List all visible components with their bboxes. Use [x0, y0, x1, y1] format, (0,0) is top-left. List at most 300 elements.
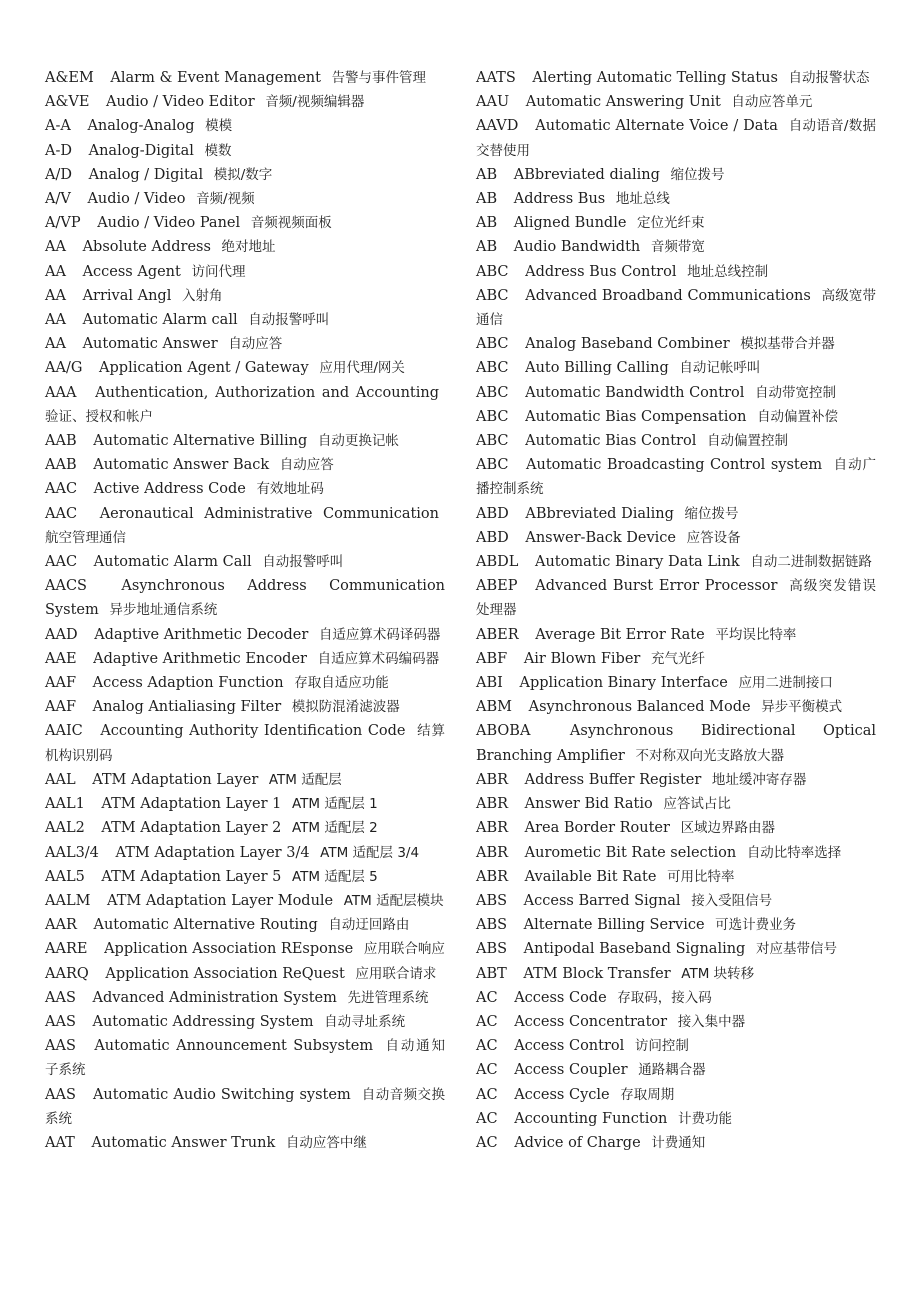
entry-term: Alternate Billing Service [523, 917, 705, 934]
entry-abbreviation: ABOBA [476, 723, 531, 740]
entry-abbreviation: AAL2 [45, 820, 85, 837]
entry-chinese-translation: 缩位拨号 [684, 505, 739, 522]
entry-term: ATM Block Transfer [523, 965, 671, 982]
glossary-entry [45, 163, 445, 187]
glossary-entry [476, 671, 876, 695]
glossary-entry [45, 235, 445, 259]
glossary-entry [45, 647, 445, 671]
entry-term: Answer Bid Ratio [524, 796, 653, 813]
entry-chinese-translation: 自动报警状态 [788, 70, 870, 86]
entry-term: ATM Adaptation Layer [92, 771, 259, 788]
entry-chinese-translation: 应答设备 [686, 529, 741, 546]
entry-abbreviation: ABS [476, 892, 508, 909]
entry-abbreviation: AAB [45, 457, 77, 474]
entry-term: Automatic Alarm call [82, 312, 238, 329]
glossary-entry [476, 1034, 876, 1058]
glossary-entry [45, 913, 445, 937]
entry-abbreviation: AAU [476, 94, 510, 111]
entry-term: ATM Adaptation Layer Module [107, 892, 334, 909]
glossary-entry [45, 962, 445, 986]
glossary-entry [45, 477, 445, 501]
entry-chinese-translation: 存取自适应功能 [294, 675, 389, 692]
entry-chinese-translation: 自动应答中继 [285, 1134, 367, 1151]
entry-abbreviation: ABC [476, 457, 509, 474]
entry-abbreviation: A&VE [45, 94, 90, 111]
entry-chinese-translation: 接入集中器 [677, 1013, 746, 1030]
entry-chinese-translation: 自动语音/数据交替使用 [476, 118, 877, 159]
glossary-entry [45, 90, 445, 114]
entry-chinese-translation: 平均误比特率 [715, 626, 797, 643]
glossary-entry [476, 623, 876, 647]
entry-term: Authentication, Authorization and Accounting [95, 384, 439, 401]
entry-chinese-translation: 计费通知 [651, 1134, 706, 1151]
glossary-entry [476, 695, 876, 719]
entry-chinese-translation: 存取码，接入码 [617, 989, 712, 1006]
entry-term: Advanced Burst Error Processor [535, 578, 778, 595]
entry-abbreviation: ABS [476, 941, 508, 958]
entry-abbreviation: AARQ [45, 965, 89, 982]
entry-term: Automatic Answer [82, 336, 218, 353]
entry-abbreviation: AAD [45, 626, 78, 643]
glossary-entry [476, 792, 876, 816]
entry-term: Automatic Audio Switching system [92, 1086, 351, 1103]
entry-term: Accounting Function [514, 1110, 668, 1127]
entry-abbreviation: A/VP [45, 215, 81, 232]
glossary-entry [45, 381, 445, 429]
entry-term: Advanced Broadband Communications [525, 287, 811, 304]
entry-term: Address Buffer Register [524, 771, 702, 788]
entry-term: ATM Adaptation Layer 5 [101, 868, 282, 885]
entry-abbreviation: ABR [476, 820, 509, 837]
glossary-entry [45, 889, 445, 913]
glossary-entry [45, 792, 445, 816]
glossary-entry [45, 574, 445, 622]
entry-term: Antipodal Baseband Signaling [523, 941, 746, 958]
entry-term: Analog-Digital [88, 142, 194, 159]
entry-chinese-translation: 应用联合请求 [355, 965, 437, 982]
entry-chinese-translation: 应用联合响应 [363, 941, 445, 958]
entry-abbreviation: A-A [45, 118, 71, 135]
entry-term: Automatic Alarm Call [93, 554, 252, 571]
glossary-entry [45, 332, 445, 356]
glossary-entry [45, 865, 445, 889]
entry-term: Audio / Video Panel [97, 215, 241, 232]
glossary-entry [45, 453, 445, 477]
glossary-entry [476, 1083, 876, 1107]
glossary-entry [476, 1010, 876, 1034]
entry-abbreviation: ABM [476, 699, 512, 716]
entry-chinese-translation: 自动音频交换系统 [45, 1086, 446, 1127]
entry-abbreviation: AA [45, 239, 66, 256]
entry-term: Analog-Analog [87, 118, 195, 135]
glossary-entry [45, 841, 445, 865]
entry-chinese-translation: 模拟/数字 [213, 166, 273, 183]
entry-chinese-translation: 自动记帐呼叫 [679, 360, 761, 377]
entry-abbreviation: ABC [476, 433, 509, 450]
entry-chinese-translation: 模数 [204, 142, 232, 159]
entry-term: Advice of Charge [514, 1134, 641, 1151]
entry-chinese-translation: 不对称双向光支路放大器 [635, 747, 784, 764]
entry-chinese-translation: 自动广播控制系统 [476, 457, 877, 498]
glossary-entry [476, 865, 876, 889]
glossary-entry [45, 719, 445, 767]
entry-term: Automatic Binary Data Link [535, 554, 740, 571]
glossary-entry [476, 647, 876, 671]
entry-abbreviation: ABD [476, 529, 509, 546]
entry-chinese-translation: ATM 适配层 3/4 [320, 844, 420, 861]
entry-abbreviation: ABC [476, 408, 509, 425]
entry-chinese-translation: 异步平衡模式 [761, 699, 843, 716]
entry-chinese-translation: 告警与事件管理 [331, 70, 427, 86]
glossary-entry [476, 768, 876, 792]
entry-abbreviation: ABDL [476, 554, 519, 571]
entry-chinese-translation: 有效地址码 [256, 481, 324, 498]
entry-abbreviation: AB [476, 239, 498, 256]
entry-abbreviation: ABC [476, 263, 509, 280]
glossary-entry [476, 502, 876, 526]
glossary-entry [45, 1131, 445, 1155]
entry-abbreviation: ABC [476, 336, 509, 353]
entry-abbreviation: AAS [45, 1086, 76, 1103]
entry-term: Application Agent / Gateway [99, 360, 309, 377]
entry-term: ABbreviated dialing [513, 166, 660, 183]
entry-abbreviation: AATS [476, 70, 516, 86]
entry-abbreviation: AAA [45, 384, 77, 401]
glossary-entry [45, 671, 445, 695]
entry-abbreviation: AAC [45, 505, 78, 522]
entry-term: Absolute Address [82, 239, 211, 256]
entry-chinese-translation: 高级宽带通信 [476, 287, 876, 329]
glossary-entry [476, 1131, 876, 1155]
entry-term: ATM Adaptation Layer 3/4 [115, 844, 310, 861]
entry-abbreviation: AA [45, 287, 66, 304]
glossary-entry [476, 260, 876, 284]
entry-abbreviation: AC [476, 1038, 498, 1055]
entry-abbreviation: AAS [45, 989, 76, 1006]
entry-term: Alerting Automatic Telling Status [532, 70, 778, 86]
entry-abbreviation: AA [45, 263, 66, 280]
entry-term: Automatic Alternate Voice / Data [535, 118, 778, 135]
entry-chinese-translation: 自动更换记帐 [317, 433, 399, 450]
entry-chinese-translation: 自动应答 [279, 457, 334, 474]
entry-abbreviation: AA [45, 336, 66, 353]
entry-chinese-translation: 地址缓冲寄存器 [711, 771, 807, 788]
entry-term: Audio / Video Editor [106, 94, 255, 111]
entry-abbreviation: ABC [476, 360, 509, 377]
entry-chinese-translation: 计费功能 [678, 1110, 733, 1127]
entry-chinese-translation: 应答试占比 [663, 796, 731, 813]
entry-term: Automatic Addressing System [92, 1013, 314, 1030]
entry-abbreviation: ABR [476, 796, 509, 813]
entry-chinese-translation: 模拟基带合并器 [740, 336, 835, 353]
entry-chinese-translation: 区域边界路由器 [680, 820, 776, 837]
entry-abbreviation: AAL1 [45, 796, 85, 813]
entry-chinese-translation: 自动报警呼叫 [248, 312, 330, 329]
entry-abbreviation: AAB [45, 433, 77, 450]
entry-chinese-translation: 自动报警呼叫 [262, 554, 344, 571]
entry-term: Automatic Bandwidth Control [525, 384, 745, 401]
entry-abbreviation: A&EM [45, 70, 94, 86]
glossary-entry [476, 1107, 876, 1131]
entry-chinese-translation: 对应基带信号 [755, 941, 837, 958]
glossary-entry [45, 308, 445, 332]
entry-abbreviation: ABR [476, 844, 509, 861]
entry-chinese-translation: 访问代理 [191, 263, 246, 280]
entry-term: Adaptive Arithmetic Encoder [93, 650, 307, 667]
entry-chinese-translation: 先进管理系统 [347, 989, 429, 1006]
entry-term: Analog / Digital [88, 166, 204, 183]
entry-term: Active Address Code [93, 481, 246, 498]
entry-abbreviation: AAIC [45, 723, 83, 740]
entry-term: Application Association ReQuest [105, 965, 345, 982]
glossary-entry [45, 1010, 445, 1034]
glossary-entry [476, 284, 876, 332]
entry-term: Address Bus [513, 191, 606, 208]
entry-term: Access Control [514, 1038, 625, 1055]
entry-term: Access Cycle [514, 1086, 610, 1103]
entry-abbreviation: ABR [476, 771, 509, 788]
entry-chinese-translation: 缩位拨号 [670, 166, 725, 183]
glossary-entry [476, 405, 876, 429]
entry-chinese-translation: ATM 适配层模块 [343, 892, 444, 909]
glossary-entry [476, 429, 876, 453]
entry-chinese-translation: 自动二进制数据链路 [750, 554, 872, 571]
entry-chinese-translation: 自动偏置控制 [706, 433, 788, 450]
entry-abbreviation: AAT [45, 1134, 75, 1151]
glossary-entry [476, 526, 876, 550]
glossary-entry [45, 66, 445, 90]
entry-chinese-translation: 音频/视频 [196, 191, 255, 208]
entry-abbreviation: AALM [45, 892, 91, 909]
glossary-column-left [45, 66, 445, 1155]
glossary-entry [476, 719, 876, 767]
entry-chinese-translation: 应用二进制接口 [738, 675, 833, 692]
glossary-entry [476, 986, 876, 1010]
entry-chinese-translation: 音频视频面板 [250, 215, 332, 232]
entry-term: Application Association REsponse [104, 941, 354, 958]
entry-chinese-translation: 自适应算术码译码器 [318, 626, 441, 643]
glossary-entry [476, 163, 876, 187]
entry-term: Aeronautical Administrative Communication [99, 505, 439, 522]
entry-abbreviation: A/V [45, 191, 71, 208]
entry-chinese-translation: 应用代理/网关 [319, 360, 405, 377]
entry-term: Automatic Answer Back [93, 457, 270, 474]
entry-abbreviation: AAS [45, 1038, 76, 1055]
glossary-entry [45, 695, 445, 719]
entry-abbreviation: ABS [476, 917, 508, 934]
entry-term: Address Bus Control [525, 263, 677, 280]
glossary-entry [45, 429, 445, 453]
entry-abbreviation: ABI [476, 675, 503, 692]
entry-term: Asynchronous Balanced Mode [528, 699, 751, 716]
entry-chinese-translation: 访问控制 [634, 1038, 689, 1055]
entry-term: Audio Bandwidth [513, 239, 641, 256]
entry-abbreviation: ABER [476, 626, 519, 643]
entry-chinese-translation: 地址总线控制 [687, 263, 769, 280]
entry-term: Accounting Authority Identification Code [100, 723, 406, 740]
glossary-entry [476, 841, 876, 865]
entry-abbreviation: AARE [45, 941, 88, 958]
entry-abbreviation: AC [476, 1013, 498, 1030]
entry-term: Aurometic Bit Rate selection [524, 844, 737, 861]
entry-chinese-translation: 可选计费业务 [715, 917, 797, 934]
entry-chinese-translation: 入射角 [181, 287, 223, 304]
entry-chinese-translation: 验证、授权和帐户 [45, 408, 153, 425]
entry-chinese-translation: 音频带宽 [650, 239, 705, 256]
entry-term: Auto Billing Calling [525, 360, 669, 377]
entry-term: Automatic Alternative Billing [93, 433, 308, 450]
glossary-entry [476, 114, 876, 162]
entry-abbreviation: AAF [45, 699, 77, 716]
glossary-entry [476, 913, 876, 937]
entry-chinese-translation: 航空管理通信 [45, 529, 126, 546]
entry-term: Asynchronous Address Communication System [45, 578, 446, 619]
entry-term: Automatic Bias Control [525, 433, 697, 450]
glossary-entry [45, 211, 445, 235]
entry-chinese-translation: 自动通知子系统 [45, 1038, 446, 1079]
glossary-entry [45, 260, 445, 284]
entry-chinese-translation: ATM 适配层 1 [291, 796, 378, 813]
glossary-entry [45, 937, 445, 961]
entry-abbreviation: AAL5 [45, 868, 85, 885]
entry-term: Access Code [514, 989, 607, 1006]
entry-chinese-translation: 绝对地址 [221, 239, 276, 256]
entry-term: Asynchronous Bidirectional Optical Branching Amplifier [476, 723, 877, 764]
glossary-entry [45, 187, 445, 211]
entry-term: Arrival Angl [82, 287, 172, 304]
entry-chinese-translation: 自动应答单元 [731, 94, 813, 111]
entry-abbreviation: AAR [45, 917, 77, 934]
entry-abbreviation: ABC [476, 287, 509, 304]
entry-abbreviation: AC [476, 1110, 498, 1127]
entry-term: Automatic Answer Trunk [91, 1134, 276, 1151]
entry-term: Automatic Bias Compensation [525, 408, 747, 425]
entry-abbreviation: AAVD [476, 118, 519, 135]
entry-term: Advanced Administration System [92, 989, 337, 1006]
entry-abbreviation: AC [476, 1134, 498, 1151]
glossary-entry [476, 550, 876, 574]
entry-chinese-translation: 音频/视频编辑器 [265, 94, 365, 111]
entry-term: Average Bit Error Rate [535, 626, 705, 643]
entry-term: Automatic Alternative Routing [93, 917, 318, 934]
entry-abbreviation: AA/G [45, 360, 83, 377]
glossary-entry [476, 211, 876, 235]
entry-chinese-translation: 通路耦合器 [638, 1062, 706, 1079]
entry-abbreviation: AAL3/4 [45, 844, 99, 861]
entry-abbreviation: AB [476, 166, 498, 183]
entry-term: Audio / Video [87, 191, 186, 208]
entry-abbreviation: ABC [476, 384, 509, 401]
entry-chinese-translation: 定位光纤束 [637, 215, 705, 232]
entry-abbreviation: AB [476, 191, 498, 208]
entry-abbreviation: AAC [45, 554, 78, 571]
entry-chinese-translation: 充气光纤 [650, 650, 705, 667]
glossary-entry [45, 986, 445, 1010]
entry-term: Air Blown Fiber [523, 650, 641, 667]
entry-abbreviation: ABF [476, 650, 508, 667]
glossary-entry [476, 90, 876, 114]
entry-chinese-translation: 自动比特率选择 [746, 844, 842, 861]
entry-term: Aligned Bundle [513, 215, 627, 232]
glossary-entry [476, 1058, 876, 1082]
entry-abbreviation: AACS [45, 578, 87, 595]
glossary-entry [476, 816, 876, 840]
glossary-entry [476, 381, 876, 405]
entry-chinese-translation: 模拟防混淆滤波器 [291, 699, 400, 716]
entry-abbreviation: AAF [45, 675, 77, 692]
glossary-entry [476, 187, 876, 211]
glossary-entry [476, 235, 876, 259]
entry-chinese-translation: ATM 块转移 [681, 965, 755, 982]
entry-chinese-translation: 异步地址通信系统 [109, 602, 218, 619]
entry-term: Access Concentrator [514, 1013, 668, 1030]
entry-chinese-translation: 可用比特率 [667, 868, 735, 885]
glossary-entry [45, 623, 445, 647]
glossary-entry [45, 502, 445, 550]
entry-chinese-translation: 自动寻址系统 [324, 1013, 406, 1030]
entry-abbreviation: A-D [45, 142, 72, 159]
glossary-entry [45, 768, 445, 792]
entry-chinese-translation: 模模 [205, 118, 233, 135]
glossary-entry [476, 453, 876, 501]
glossary-entry [45, 1083, 445, 1131]
entry-term: Alarm & Event Management [110, 70, 321, 86]
entry-term: ABbreviated Dialing [525, 505, 674, 522]
entry-term: Analog Baseband Combiner [525, 336, 730, 353]
entry-term: Automatic Announcement Subsystem [94, 1038, 374, 1055]
entry-term: Access Agent [82, 263, 181, 280]
entry-abbreviation: AAE [45, 650, 77, 667]
entry-term: Adaptive Arithmetic Decoder [94, 626, 309, 643]
entry-chinese-translation: 地址总线 [615, 191, 670, 208]
entry-chinese-translation: 高级突发错误处理器 [476, 578, 877, 619]
entry-term: ATM Adaptation Layer 1 [101, 796, 282, 813]
entry-chinese-translation: ATM 适配层 5 [291, 868, 378, 885]
entry-chinese-translation: 自动迂回路由 [328, 917, 410, 934]
entry-term: Access Adaption Function [92, 675, 284, 692]
entry-term: Automatic Broadcasting Control system [526, 457, 823, 474]
entry-abbreviation: ABEP [476, 578, 518, 595]
glossary-entry [45, 816, 445, 840]
glossary-entry [476, 937, 876, 961]
entry-abbreviation: AC [476, 1062, 498, 1079]
entry-abbreviation: AAL [45, 771, 76, 788]
glossary-entry [476, 66, 876, 90]
entry-term: ATM Adaptation Layer 2 [101, 820, 282, 837]
entry-chinese-translation: ATM 适配层 2 [291, 820, 378, 837]
entry-abbreviation: ABR [476, 868, 509, 885]
glossary-entry [45, 284, 445, 308]
glossary-entry [476, 574, 876, 622]
entry-abbreviation: AC [476, 989, 498, 1006]
entry-term: Area Border Router [524, 820, 670, 837]
entry-term: Access Barred Signal [523, 892, 681, 909]
entry-chinese-translation: 自动偏置补偿 [757, 408, 839, 425]
entry-chinese-translation: 自动应答 [228, 336, 283, 353]
entry-abbreviation: AAC [45, 481, 78, 498]
entry-term: Available Bit Rate [524, 868, 657, 885]
entry-chinese-translation: 结算机构识别码 [45, 723, 445, 764]
entry-chinese-translation: 自动带宽控制 [755, 384, 836, 401]
entry-abbreviation: AA [45, 312, 66, 329]
entry-abbreviation: AAS [45, 1013, 76, 1030]
entry-chinese-translation: 接入受阻信号 [691, 892, 773, 909]
entry-term: Automatic Answering Unit [525, 94, 721, 111]
entry-abbreviation: AB [476, 215, 498, 232]
glossary-entry [476, 356, 876, 380]
glossary-entry [476, 962, 876, 986]
glossary-entry [45, 139, 445, 163]
